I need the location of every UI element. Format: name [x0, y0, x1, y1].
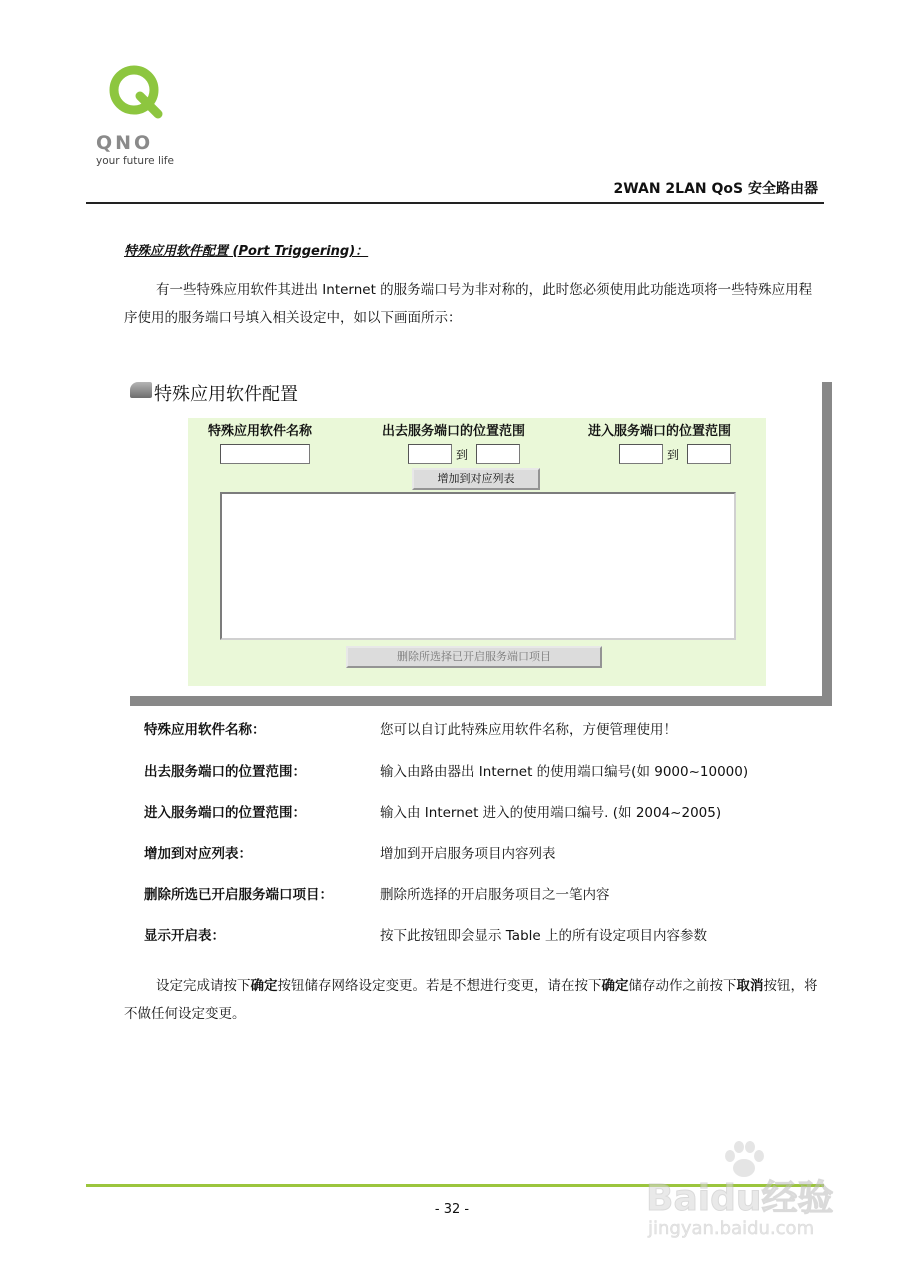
definition-desc: 输入由 Internet 进入的使用端口编号. (如 2004~2005): [380, 805, 722, 821]
definition-term: 显示开启表：: [144, 928, 225, 944]
column-header-app-name: 特殊应用软件名称: [208, 424, 313, 439]
definition-term: 进入服务端口的位置范围：: [144, 805, 306, 821]
qno-logo: [92, 62, 188, 170]
panel-title: 特殊应用软件配置: [154, 384, 298, 405]
watermark-brand: Baidu经验: [646, 1178, 834, 1219]
definition-desc: 增加到开启服务项目内容列表: [380, 846, 556, 862]
logo-wordmark: QNO: [96, 132, 154, 154]
page-number: - 32 -: [434, 1202, 470, 1217]
add-to-list-button[interactable]: 增加到对应列表: [412, 468, 540, 490]
definition-row: [144, 924, 824, 944]
remove-selected-button[interactable]: 删除所选择已开启服务端口项目: [346, 646, 602, 668]
incoming-port-end-input[interactable]: [687, 444, 731, 464]
intro-paragraph: 有一些特殊应用软件其进出 Internet 的服务端口号为非对称的，此时您必须使用此功能选项将一些特殊应用程序使用的服务端口号填入相关设定中，如以下画面所示：: [124, 282, 813, 326]
definition-row: [144, 842, 824, 862]
header-rule: [86, 202, 824, 204]
definition-row: [144, 718, 824, 738]
panel-shadow-bottom: [130, 696, 832, 706]
outgoing-to-label: 到: [456, 448, 469, 462]
baidu-watermark: [626, 1140, 856, 1250]
document-header-title: 2WAN 2LAN QoS 安全路由器: [613, 181, 818, 197]
definition-desc: 按下此按钮即会显示 Table 上的所有设定项目内容参数: [380, 928, 707, 944]
definition-term: 删除所选已开启服务端口项目：: [144, 887, 333, 903]
panel-shadow-right: [822, 382, 832, 706]
definition-row: [144, 760, 824, 780]
outgoing-port-start-input[interactable]: [408, 444, 452, 464]
column-header-outgoing-range: 出去服务端口的位置范围: [382, 424, 526, 439]
definition-term: 增加到对应列表：: [144, 846, 252, 862]
app-name-input[interactable]: [220, 444, 310, 464]
triggering-list-box[interactable]: [220, 492, 736, 640]
column-header-incoming-range: 进入服务端口的位置范围: [588, 424, 732, 439]
port-triggering-panel: [124, 378, 832, 706]
incoming-port-start-input[interactable]: [619, 444, 663, 464]
definition-row: [144, 883, 824, 903]
definition-desc: 您可以自订此特殊应用软件名称，方便管理使用！: [380, 722, 677, 738]
panel-title-icon: [130, 382, 152, 398]
definition-term: 出去服务端口的位置范围：: [144, 764, 306, 780]
qno-q-logo-icon: [106, 64, 166, 120]
definition-row: [144, 801, 824, 821]
definition-desc: 删除所选择的开启服务项目之一笔内容: [380, 887, 610, 903]
panel-form: [188, 418, 766, 686]
incoming-to-label: 到: [667, 448, 680, 462]
logo-tagline: your future life: [96, 155, 174, 167]
section-title: 特殊应用软件配置 (Port Triggering)：: [124, 244, 369, 259]
definition-desc: 输入由路由器出 Internet 的使用端口编号(如 9000~10000): [380, 764, 749, 780]
outgoing-port-end-input[interactable]: [476, 444, 520, 464]
closing-paragraph: 设定完成请按下确定按钮储存网络设定变更。若是不想进行变更，请在按下确定储存动作之前按下取消按钮，将不做任何设定变更。: [124, 978, 818, 1022]
definition-term: 特殊应用软件名称：: [144, 722, 266, 738]
watermark-url: jingyan.baidu.com: [648, 1218, 815, 1239]
